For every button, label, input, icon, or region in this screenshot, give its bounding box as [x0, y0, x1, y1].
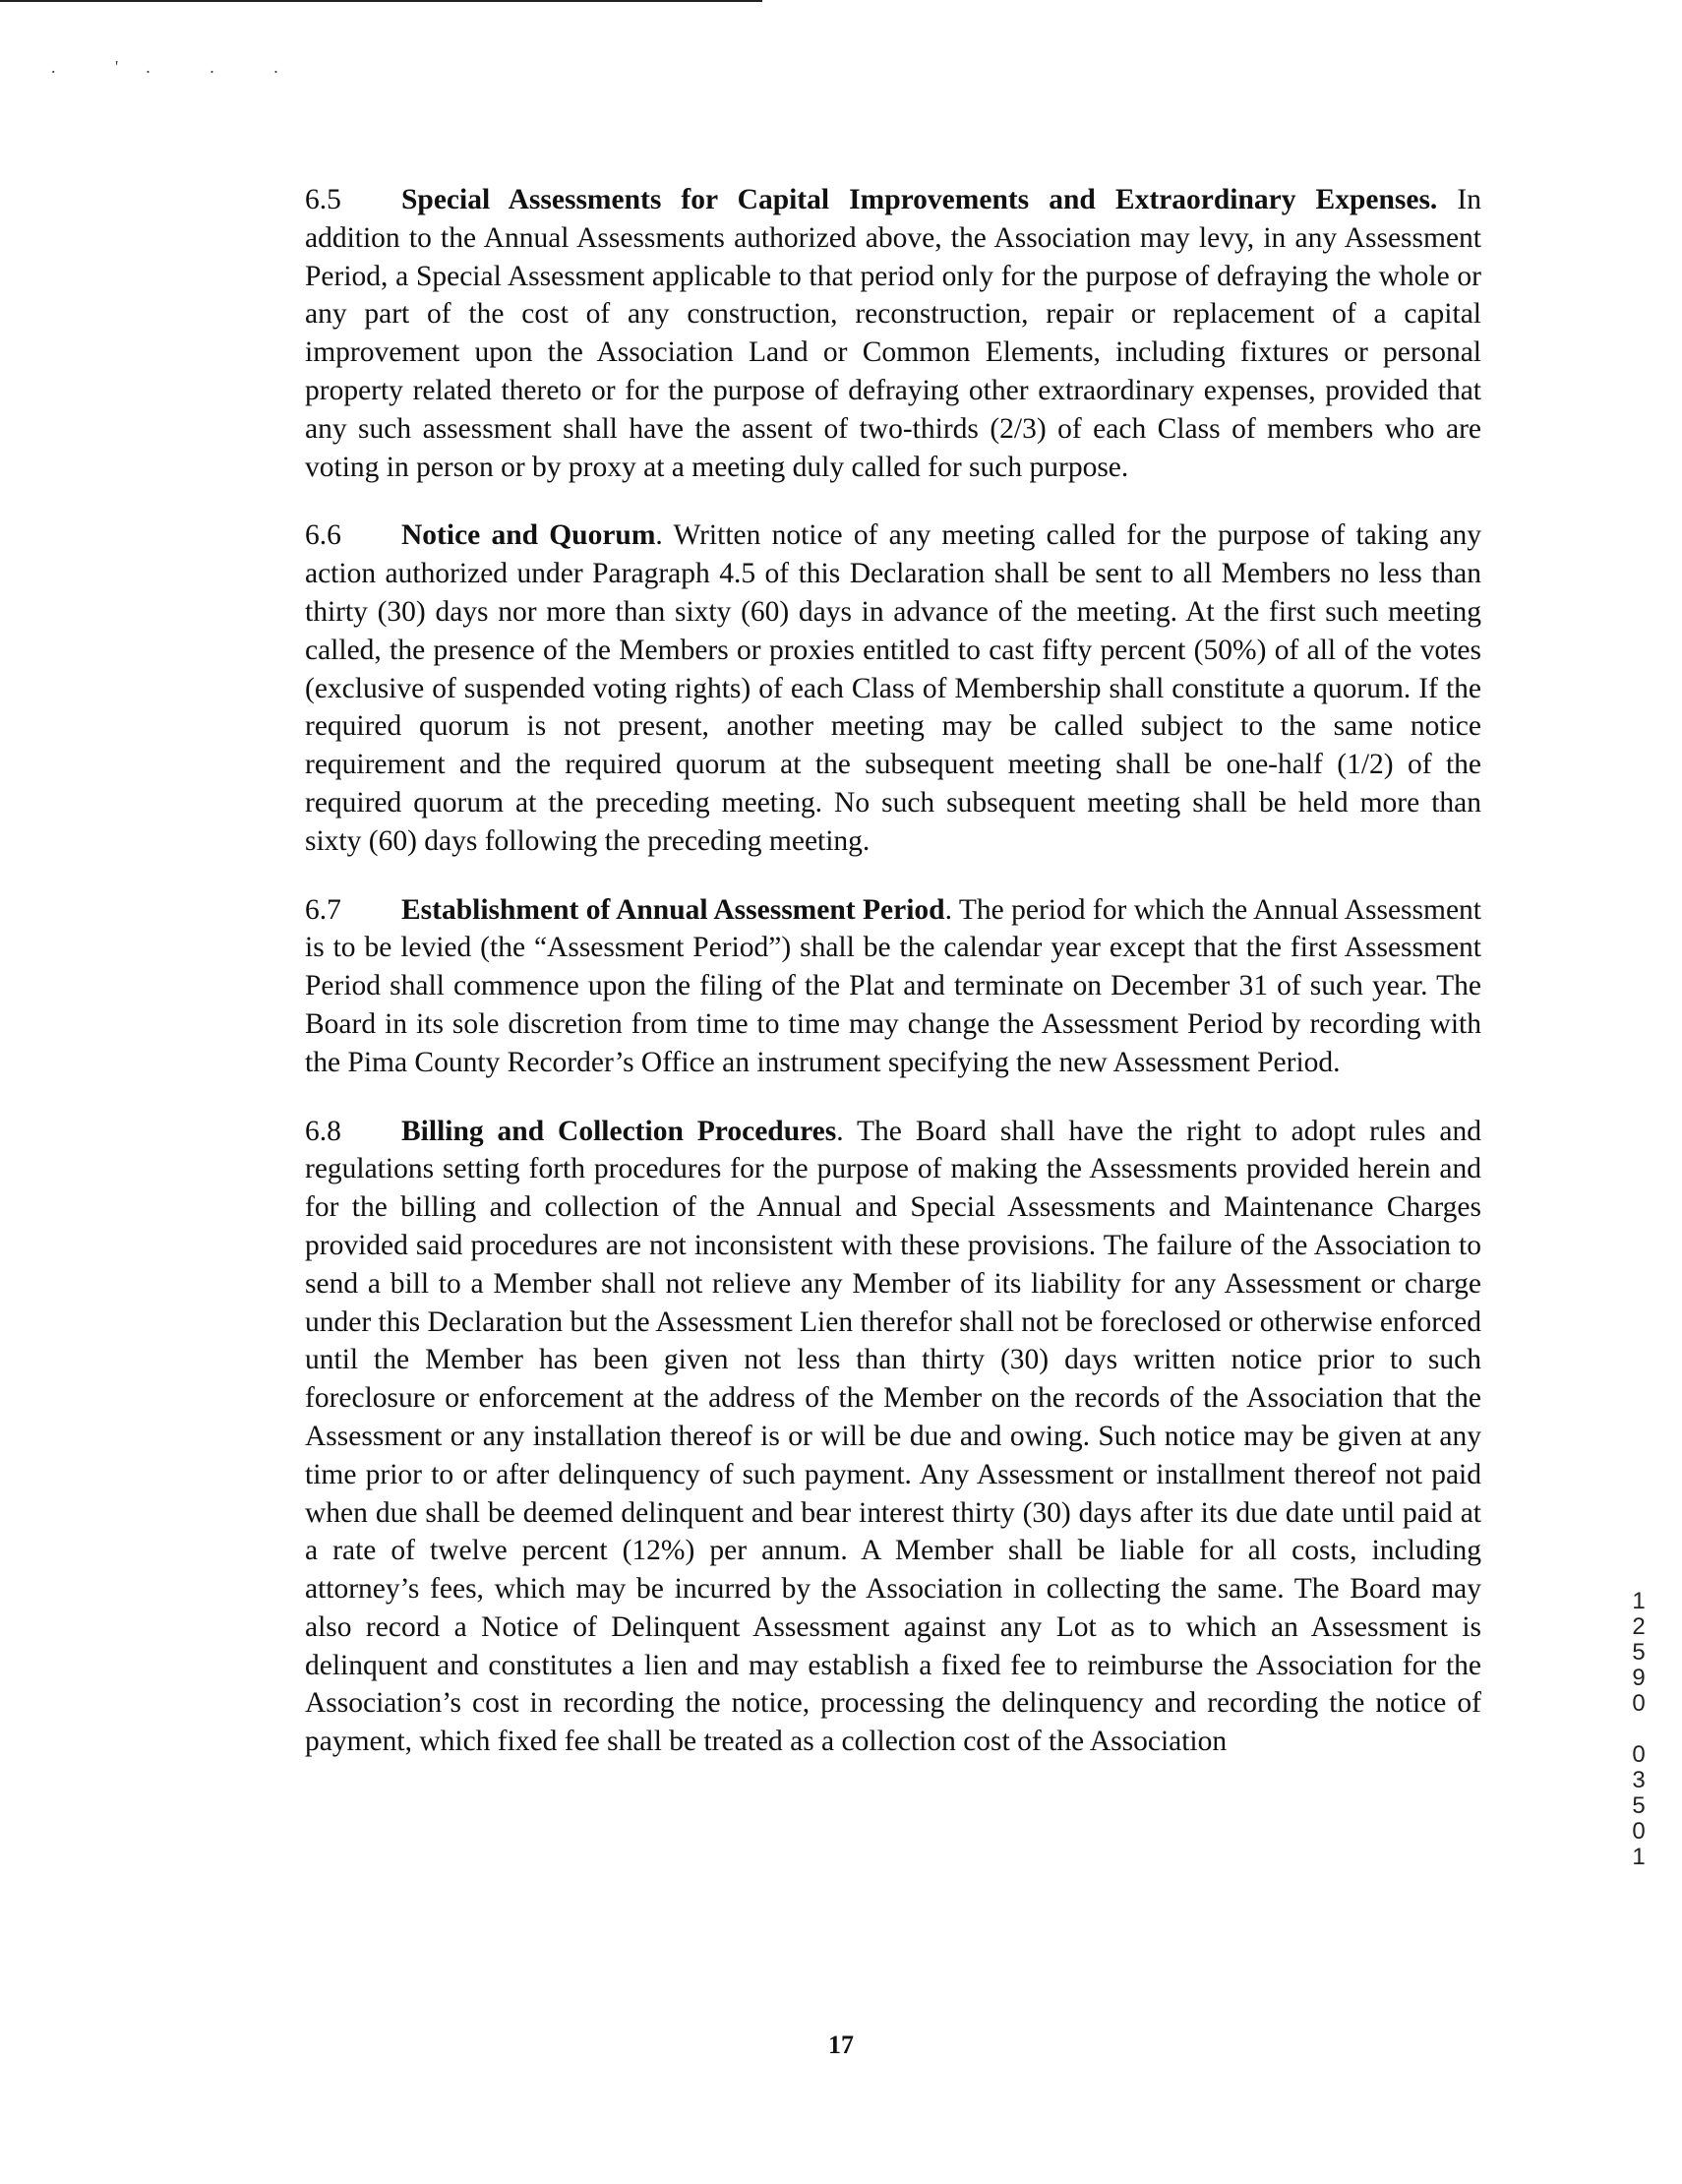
section-body: . The period for which the Annual Assessment is to be levied (the “Assessment Period”) shall be the calendar year except that the first Assessment Period shall commence upon the filing of the Plat and terminate on December 31 of such year. The Board in its sole discretion from time to time may change the Assessment Period by recording with the Pima County Recorder’s Office an instrument specifying the new Assessment Period. — [305, 893, 1481, 1078]
recording-docket-number — [1621, 1589, 1656, 1870]
section-number: 6.8 — [305, 1115, 341, 1147]
docket-digit: 1 — [1632, 1844, 1646, 1870]
page-number: 17 — [828, 2031, 854, 2059]
section-heading: Establishment of Annual Assessment Period — [401, 893, 945, 926]
document-page — [305, 181, 1481, 1791]
section-heading: Special Assessments for Capital Improvements and Extraordinary Expenses. — [401, 184, 1438, 215]
section-number: 6.7 — [305, 893, 341, 926]
docket-digit: 3 — [1632, 1767, 1646, 1793]
docket-digit: 2 — [1632, 1613, 1646, 1640]
section-body: . Written notice of any meeting called for the purpose of taking any action authorized under Paragraph 4.5 of this Declaration shall be sent to all Members no less than thirty (30) days nor more than sixty (60) days in advance of the meeting. At the first such meeting called, the presence of the Members or proxies entitled to cast fifty percent (50%) of all of the votes (exclusive of suspended voting rights) of each Class of Membership shall constitute a quorum. If the required quorum is not present, another meeting may be called subject to the same notice requirement and the required quorum at the subsequent meeting shall be one-half (1/2) of the required quorum at the preceding meeting. No such subsequent meeting shall be held more than sixty (60) days following the preceding meeting. — [305, 519, 1481, 857]
section-heading: Notice and Quorum — [401, 519, 656, 552]
top-border-line — [0, 0, 762, 2]
scan-corner-marks: . '. . . — [51, 57, 306, 77]
section-heading: Billing and Collection Procedures — [401, 1115, 837, 1147]
section-6-6 — [305, 516, 1481, 860]
section-number: 6.5 — [305, 184, 341, 215]
docket-digit: 0 — [1632, 1690, 1646, 1717]
docket-digit: 5 — [1632, 1639, 1646, 1666]
docket-digit: 1 — [1632, 1588, 1646, 1614]
section-6-7 — [305, 891, 1481, 1082]
section-number: 6.6 — [305, 519, 341, 552]
docket-digit: 0 — [1632, 1741, 1646, 1768]
section-body: In addition to the Annual Assessments authorized above, the Association may levy, in any Assessment Period, a Special Assessment applicable to that period only for the purpose of defraying the whole or any part of the cost of any construction, reconstruction, repair or replacement of a capital improvement upon the Association Land or Common Elements, including fixtures or personal property related thereto or for the purpose of defraying other extraordinary expenses, provided that any such assessment shall have the assent of two-thirds (2/3) of each Class of members who are voting in person or by proxy at a meeting duly called for such purpose. — [305, 184, 1481, 483]
section-6-8 — [305, 1113, 1481, 1762]
docket-digit: 0 — [1632, 1818, 1646, 1845]
docket-digit: 9 — [1632, 1665, 1646, 1691]
section-6-5 — [305, 181, 1481, 486]
section-body: . The Board shall have the right to adopt rules and regulations setting forth procedures for the purpose of making the Assessments provided herein and for the billing and collection of the Annual and Special Assessments and Maintenance Charges provided said procedures are not inconsistent with these provisions. The failure of the Association to send a bill to a Member shall not relieve any Member of its liability for any Assessment or charge under this Declaration but the Assessment Lien therefor shall not be foreclosed or otherwise enforced until the Member has been given not less than thirty (30) days written notice prior to such foreclosure or enforcement at the address of the Member on the records of the Association that the Assessment or any installation thereof is or will be due and owing. Such notice may be given at any time prior to or after delinquency of such payment. Any Assessment or installment thereof not paid when due shall be deemed delinquent and bear interest thirty (30) days after its due date until paid at a rate of twelve percent (12%) per annum. A Member shall be liable for all costs, including attorney’s fees, which may be incurred by the Association in collecting the same. The Board may also record a Notice of Delinquent Assessment against any Lot as to which an Assessment is delinquent and constitutes a lien and may establish a fixed fee to reimburse the Association for the Association’s cost in recording the notice, processing the delinquency and recording the notice of payment, which fixed fee shall be treated as a collection cost of the Association — [305, 1115, 1482, 1758]
docket-digit: 5 — [1632, 1792, 1646, 1819]
docket-gap — [1621, 1717, 1656, 1742]
